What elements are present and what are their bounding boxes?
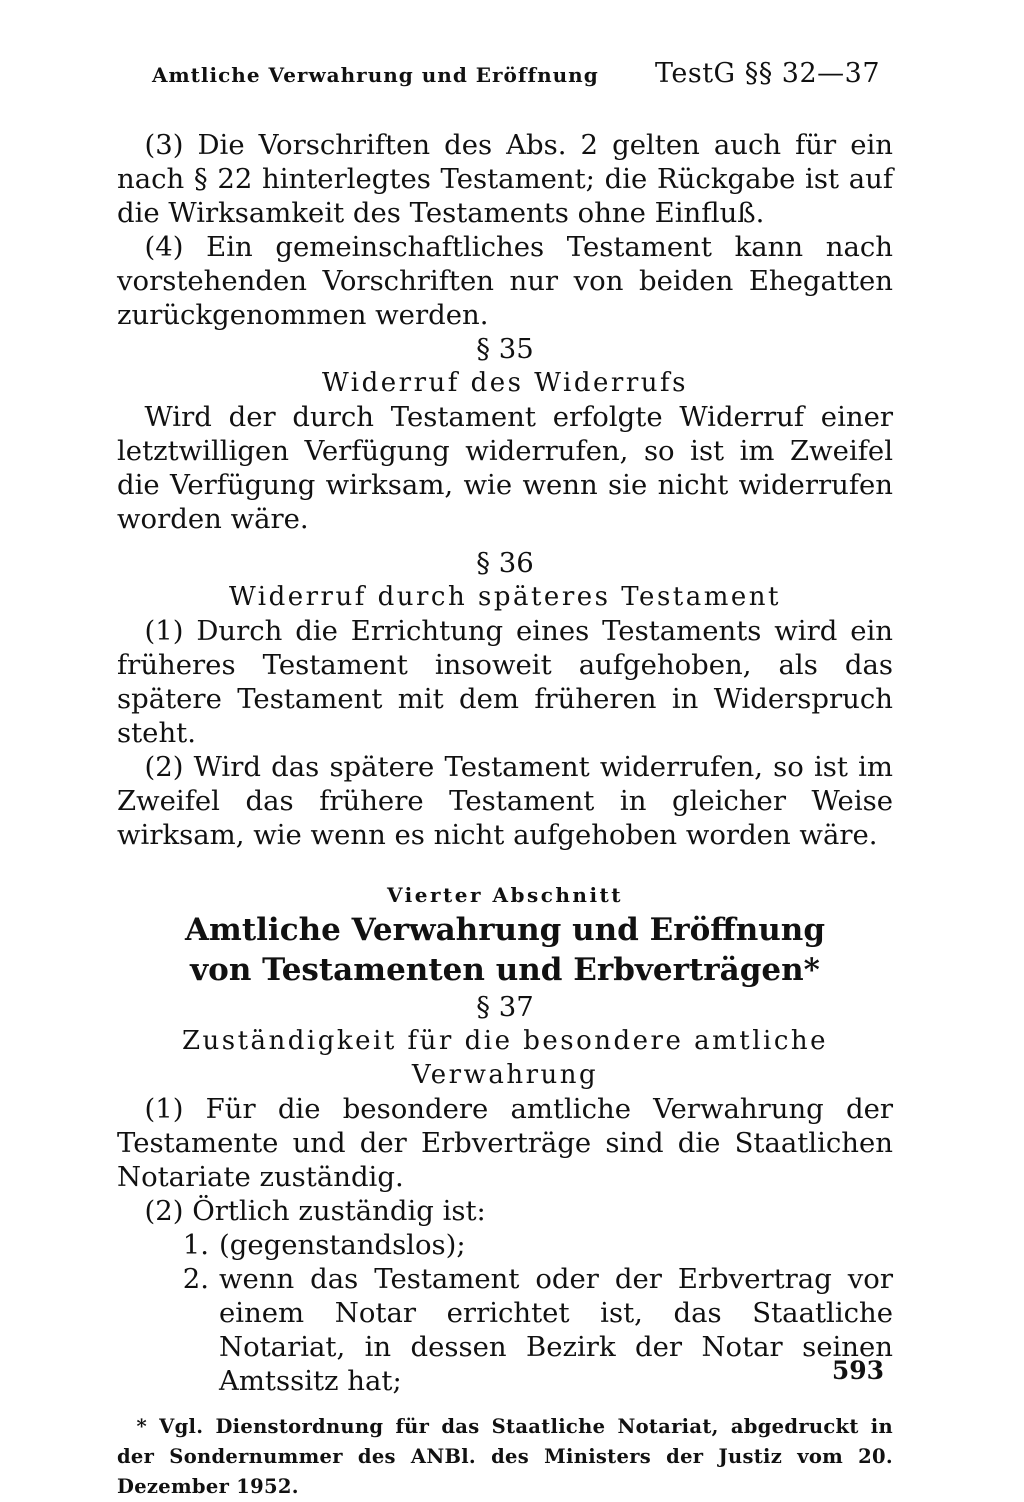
list-item xyxy=(117,1262,893,1398)
footnote: * Vgl. Dienstordnung für das Staatliche Notariat, abgedruckt in der Sondernummer des ANBl. des Ministers der Justiz vom 20. Dezember 1952. xyxy=(117,1415,893,1498)
page-body xyxy=(117,128,893,1502)
running-header xyxy=(152,58,880,89)
part-title-line-2: von Testamenten und Erbverträgen* xyxy=(190,952,820,988)
paragraph-34-4: (4) Ein gemeinschaftliches Testament kann nach vorstehenden Vorschriften nur von beiden Ehegatten zurückgenommen werden. xyxy=(117,231,893,331)
section-36-number: § 36 xyxy=(476,547,534,579)
section-35-number: § 35 xyxy=(476,333,534,365)
section-37-title-line-1: Zuständigkeit für die besondere amtliche xyxy=(181,1026,829,1056)
section-37-number: § 37 xyxy=(476,991,534,1023)
list-item xyxy=(117,1228,893,1262)
paragraph-34-3: (3) Die Vorschriften des Abs. 2 gelten auch für ein nach § 22 hinterlegtes Testament; die Rückgabe ist auf die Wirksamkeit des Testaments ohne Einfluß. xyxy=(117,129,893,229)
section-37-item-list xyxy=(117,1228,893,1398)
part-title-line-1: Amtliche Verwahrung und Eröffnung xyxy=(184,912,826,948)
list-item-text: wenn das Testament oder der Erbvertrag vor einem Notar errichtet ist, das Staatliche Notariat, in dessen Bezirk der Notar seinen Amtssitz hat; xyxy=(219,1263,893,1397)
part-label: Vierter Abschnitt xyxy=(386,883,624,907)
section-37-paragraph-1: (1) Für die besondere amtliche Verwahrung der Testamente und der Erbverträge sind die Staatlichen Notariate zuständig. xyxy=(117,1093,893,1193)
section-37-title-line-2: Verwahrung xyxy=(411,1060,599,1090)
header-section-range: TestG §§ 32—37 xyxy=(654,58,880,89)
list-item-text: (gegenstandslos); xyxy=(219,1229,466,1261)
section-35-text: Wird der durch Testament erfolgte Widerruf einer letztwilligen Verfügung widerrufen, so ist im Zweifel die Verfügung wirksam, wie wenn sie nicht widerrufen worden wäre. xyxy=(117,401,893,535)
list-item-number: 2. xyxy=(182,1263,209,1295)
section-37-paragraph-2-intro: (2) Örtlich zuständig ist: xyxy=(144,1195,486,1227)
list-item-number: 1. xyxy=(182,1229,209,1261)
page-number: 593 xyxy=(831,1356,884,1385)
section-36-paragraph-2: (2) Wird das spätere Testament widerrufen, so ist im Zweifel das frühere Testament in gleicher Weise wirksam, wie wenn es nicht aufgehoben worden wäre. xyxy=(117,751,893,851)
header-chapter-title: Amtliche Verwahrung und Eröffnung xyxy=(152,63,599,87)
section-36-paragraph-1: (1) Durch die Errichtung eines Testaments wird ein früheres Testament insoweit aufgehoben, als das spätere Testament mit dem früheren in Widerspruch steht. xyxy=(117,615,893,749)
section-36-title: Widerruf durch späteres Testament xyxy=(229,582,781,612)
section-35-title: Widerruf des Widerrufs xyxy=(322,368,688,398)
